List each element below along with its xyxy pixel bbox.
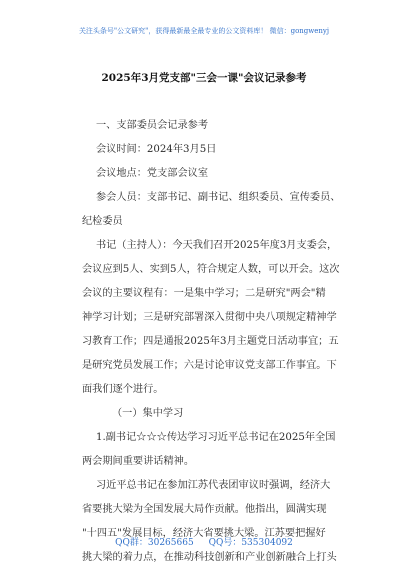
subsection-heading: （一）集中学习	[112, 408, 184, 419]
paragraph-line: 书记（主持人）：今天我们召开2025年度3月支委会，	[96, 240, 338, 251]
paragraph-line: 挑大梁的着力点，在推动科技创新和产业创新融合上打头	[82, 552, 337, 563]
qq-group: QQ群：30265665	[115, 538, 194, 548]
paragraph-line: 习近平总书记在参加江苏代表团审议时强调，经济大	[96, 480, 331, 491]
paragraph-line: "十四五"发展目标，经济大省要挑大梁。江苏要把握好	[82, 528, 326, 539]
paragraph-line: 两会期间重要讲话精神。	[82, 456, 195, 467]
footer	[0, 535, 408, 548]
section-heading: 一、支部委员会记录参考	[96, 120, 209, 131]
paragraph-line: 是研究党员发展工作；六是讨论审议党支部工作事宜。下	[82, 360, 337, 371]
paragraph-line: 习教育工作；四是通报2025年3月主题党日活动事宜；五	[82, 336, 339, 347]
paragraph-line: 省要挑大梁为全国发展大局作贡献。他指出，圆满实现	[82, 504, 327, 515]
meeting-time: 会议时间：2024年3月5日	[96, 144, 217, 155]
paragraph-line: 1.副书记☆☆☆传达学习习近平总书记在2025年全国	[96, 432, 336, 443]
attendees-line: 参会人员：支部书记、副书记、组织委员、宣传委员、	[96, 192, 341, 203]
paragraph-line: 会议的主要议程有：一是集中学习；二是研究"两会"精	[82, 288, 326, 299]
attendees-line-cont: 纪检委员	[82, 216, 123, 227]
document-title: 2025年3月党支部"三会一课"会议记录参考	[101, 72, 307, 84]
meeting-location: 会议地点：党支部会议室	[96, 168, 209, 179]
paragraph-line: 会议应到5人、实到5人，符合规定人数，可以开会。这次	[82, 264, 340, 275]
paragraph-line: 神学习计划；三是研究部署深入贯彻中央八项规定精神学	[82, 312, 337, 323]
paragraph-line: 面我们逐个进行。	[82, 384, 164, 395]
top-banner: 关注头条号"公文研究"，获得最新最全最专业的公文资料库！ 微信：gongwenyj	[78, 27, 330, 35]
qq-number: QQ号：535304092	[208, 538, 293, 548]
